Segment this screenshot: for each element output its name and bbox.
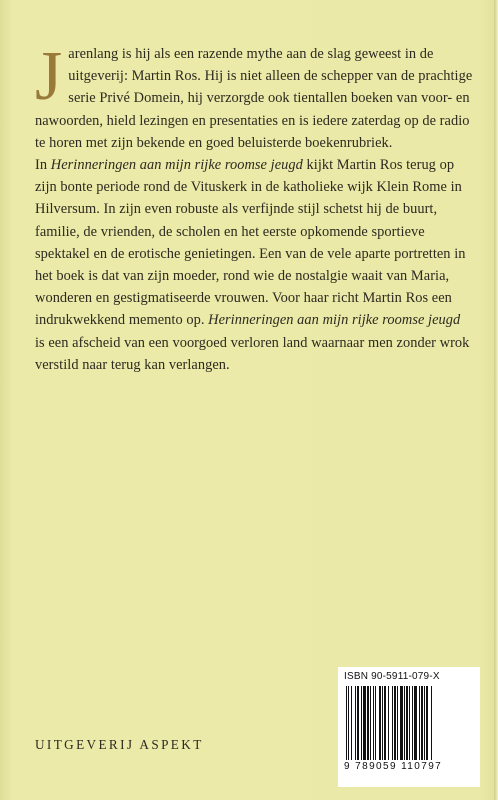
barcode-bar: [409, 686, 410, 760]
barcode-bar: [400, 686, 403, 760]
barcode-bars: [344, 686, 474, 760]
barcode-bar: [351, 686, 352, 760]
isbn-label: ISBN 90-5911-079-X: [344, 671, 440, 682]
blurb-paragraph-1-text: arenlang is hij als een razende mythe aan de slag geweest in de uitgeverij: Martin Ros. Hij is niet alleen de schepper van de prachtige serie Privé Domein, hij verzorgde ook tientallen boeken van voor- en nawoorden, hield lezingen en presentaties en is iedere zaterdag op de radio te horen met zijn bekende en goed beluisterde boekenrubriek.: [35, 46, 473, 151]
blurb-p2-start: In: [35, 157, 51, 174]
blurb-paragraph-1: [35, 38, 473, 154]
barcode-bar: [367, 686, 369, 760]
blurb-p2-middle: kijkt Martin Ros terug op zijn bonte periode rond de Vituskerk in de katholieke wijk Klein Rome in Hilversum. In zijn even robuste als verfijnde stijl schetst hij de buurt, familie, de vrienden, de scholen en het eerste opkomende sportieve spektakel en de erotische genietingen. Een van de vele aparte portretten in het boek is dat van zijn moeder, rond wie de nostalgie waait van Maria, wonderen en gestigmatiseerde vrouwen. Voor haar richt Martin Ros een indrukwekkend memento op.: [35, 157, 466, 329]
barcode-block: [338, 667, 480, 787]
barcode-bar: [384, 686, 386, 760]
drop-cap: J: [35, 38, 63, 115]
barcode-bar: [346, 686, 347, 760]
barcode-bar: [419, 686, 420, 760]
barcode-bar: [363, 686, 366, 760]
barcode-bar: [392, 686, 393, 760]
blurb-paragraph-2: [35, 154, 473, 376]
barcode-bar: [412, 686, 413, 760]
barcode-bar: [394, 686, 396, 760]
barcode-bar: [355, 686, 356, 760]
barcode-bar: [426, 686, 428, 760]
publisher-name: UITGEVERIJ ASPEKT: [35, 737, 204, 752]
barcode-bar: [397, 686, 398, 760]
barcode-bar: [370, 686, 371, 760]
barcode-bar: [404, 686, 405, 760]
cover-edge: [494, 0, 498, 800]
barcode-bar: [348, 686, 349, 760]
barcode-bar: [357, 686, 359, 760]
barcode-bar: [379, 686, 381, 760]
blurb-text: [35, 38, 473, 376]
barcode-bar: [375, 686, 376, 760]
barcode-bar: [424, 686, 425, 760]
ean-digits: 9 789059 110797: [344, 761, 443, 772]
book-title-italic: Herinneringen aan mijn rijke roomse jeugd: [50, 157, 303, 174]
barcode-bar: [382, 686, 383, 760]
barcode-bar: [421, 686, 423, 760]
barcode-bar: [388, 686, 389, 760]
barcode-bar: [373, 686, 374, 760]
barcode-bar: [406, 686, 408, 760]
blurb-p2-end: is een afscheid van een voorgoed verloren land waarnaar men zonder wrok verstild naar terug kan verlangen.: [35, 334, 470, 373]
barcode-bar: [431, 686, 432, 760]
book-title-italic-2: Herinneringen aan mijn rijke roomse jeugd: [208, 312, 461, 329]
barcode-bar: [414, 686, 417, 760]
barcode-bar: [361, 686, 362, 760]
